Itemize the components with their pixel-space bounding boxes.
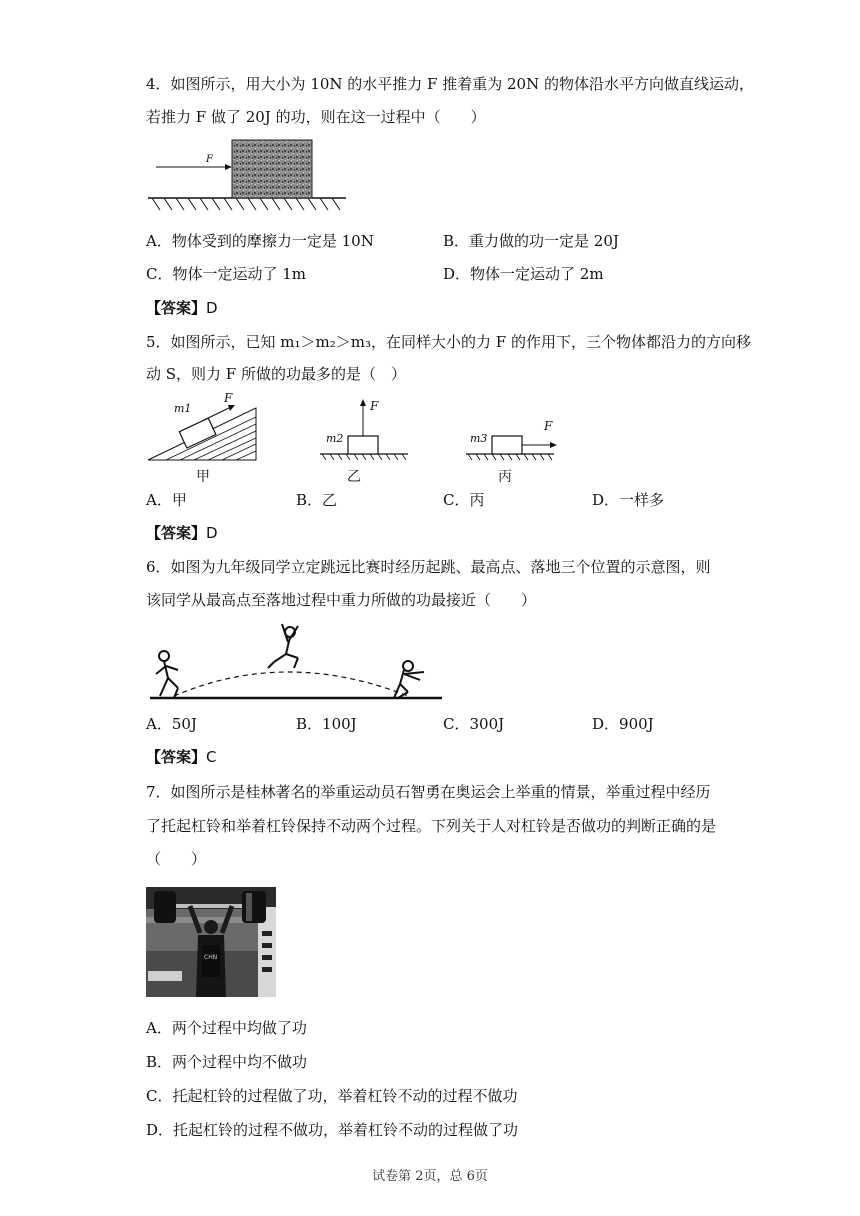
q5-label-m1: m1 [174,402,192,415]
q5-block-m2 [348,436,378,454]
q5-label-f3: F [544,419,553,433]
q5-option-a: A．甲 [146,491,187,509]
q6-option-b: B．100J [296,715,357,733]
q7-weightlifter-photo [146,887,276,997]
q5-option-b: B．乙 [296,491,338,509]
q6-answer-label: 【答案】 [146,748,207,766]
q7-option-d: D．托起杠铃的过程不做功，举着杠铃不动的过程做了功 [146,1121,519,1139]
q5-answer-value: D [206,524,218,542]
q4-option-b: B．重力做的功一定是 20J [443,232,619,250]
q4-option-d: D．物体一定运动了 2m [443,265,604,283]
q5-figure-yi [320,399,408,485]
q4-ground-hatch [152,198,340,210]
q5-caption-jia: 甲 [196,469,210,485]
q4-answer [146,298,218,318]
q6-option-d: D．900J [592,715,654,733]
q4-force-label: F [206,154,213,165]
q4-figure [146,138,356,213]
q5-answer [146,523,218,543]
q7-stem-line2: 了托起杠铃和举着杠铃保持不动两个过程。下列关于人对杠铃是否做功的判断正确的是 [146,817,717,835]
q6-figure-takeoff [156,651,178,698]
q6-answer-value: C [206,748,217,766]
q5-label-m2: m2 [326,432,344,445]
q5-block-m3 [492,436,522,454]
q4-option-a: A．物体受到的摩擦力一定是 10N [146,232,374,250]
q7-photo-text: CHN [204,954,218,961]
q4-answer-value: D [206,299,218,317]
q6-figure-peak [268,624,298,668]
q4-block [232,140,312,198]
q7-stem-line1: 7．如图所示是桂林著名的举重运动员石智勇在奥运会上举重的情景，举重过程中经历 [146,783,711,801]
q6-stem-line1: 6．如图为九年级同学立定跳远比赛时经历起跳、最高点、落地三个位置的示意图，则 [146,558,711,576]
q6-answer [146,747,217,767]
q5-block-m1 [179,418,216,448]
q7-option-c: C．托起杠铃的过程做了功，举着杠铃不动的过程不做功 [146,1087,518,1105]
q6-option-c: C．300J [443,715,505,733]
q5-caption-yi: 乙 [347,469,361,485]
q5-figure-jia [148,391,256,485]
q6-trajectory [174,672,408,696]
q7-option-b: B．两个过程中均不做功 [146,1053,308,1071]
q4-answer-label: 【答案】 [146,299,207,317]
q7-stem-line3: （ ） [146,850,207,868]
q5-figure-bing [466,419,557,485]
q5-label-m3: m3 [470,432,488,445]
q7-option-a: A．两个过程中均做了功 [146,1019,307,1037]
q6-figure-landing [394,661,424,698]
q4-stem-line1: 4．如图所示，用大小为 10N 的水平推力 F 推着重为 20N 的物体沿水平方向做直线运动， [146,75,754,93]
q4-stem-line2: 若推力 F 做了 20J 的功，则在这一过程中（ ） [146,108,486,126]
q6-figure [146,618,446,703]
q5-figure [146,390,566,485]
q6-stem-line2: 该同学从最高点至落地过程中重力所做的功最接近（ ） [146,591,537,609]
q6-option-a: A．50J [146,715,197,733]
q5-caption-bing: 丙 [498,469,512,485]
q5-label-f1: F [224,391,233,405]
q5-option-d: D．一样多 [592,491,665,509]
q5-label-f2: F [370,399,379,413]
q5-stem-line2: 动 S，则力 F 所做的功最多的是（ ） [146,365,406,383]
q5-stem-line1: 5．如图所示，已知 m₁＞m₂＞m₃，在同样大小的力 F 的作用下，三个物体都沿力的方向移 [146,333,751,351]
q4-option-c: C．物体一定运动了 1m [146,265,307,283]
q5-answer-label: 【答案】 [146,524,207,542]
page-footer: 试卷第 2页，总 6页 [372,1169,488,1184]
q5-option-c: C．丙 [443,491,485,509]
